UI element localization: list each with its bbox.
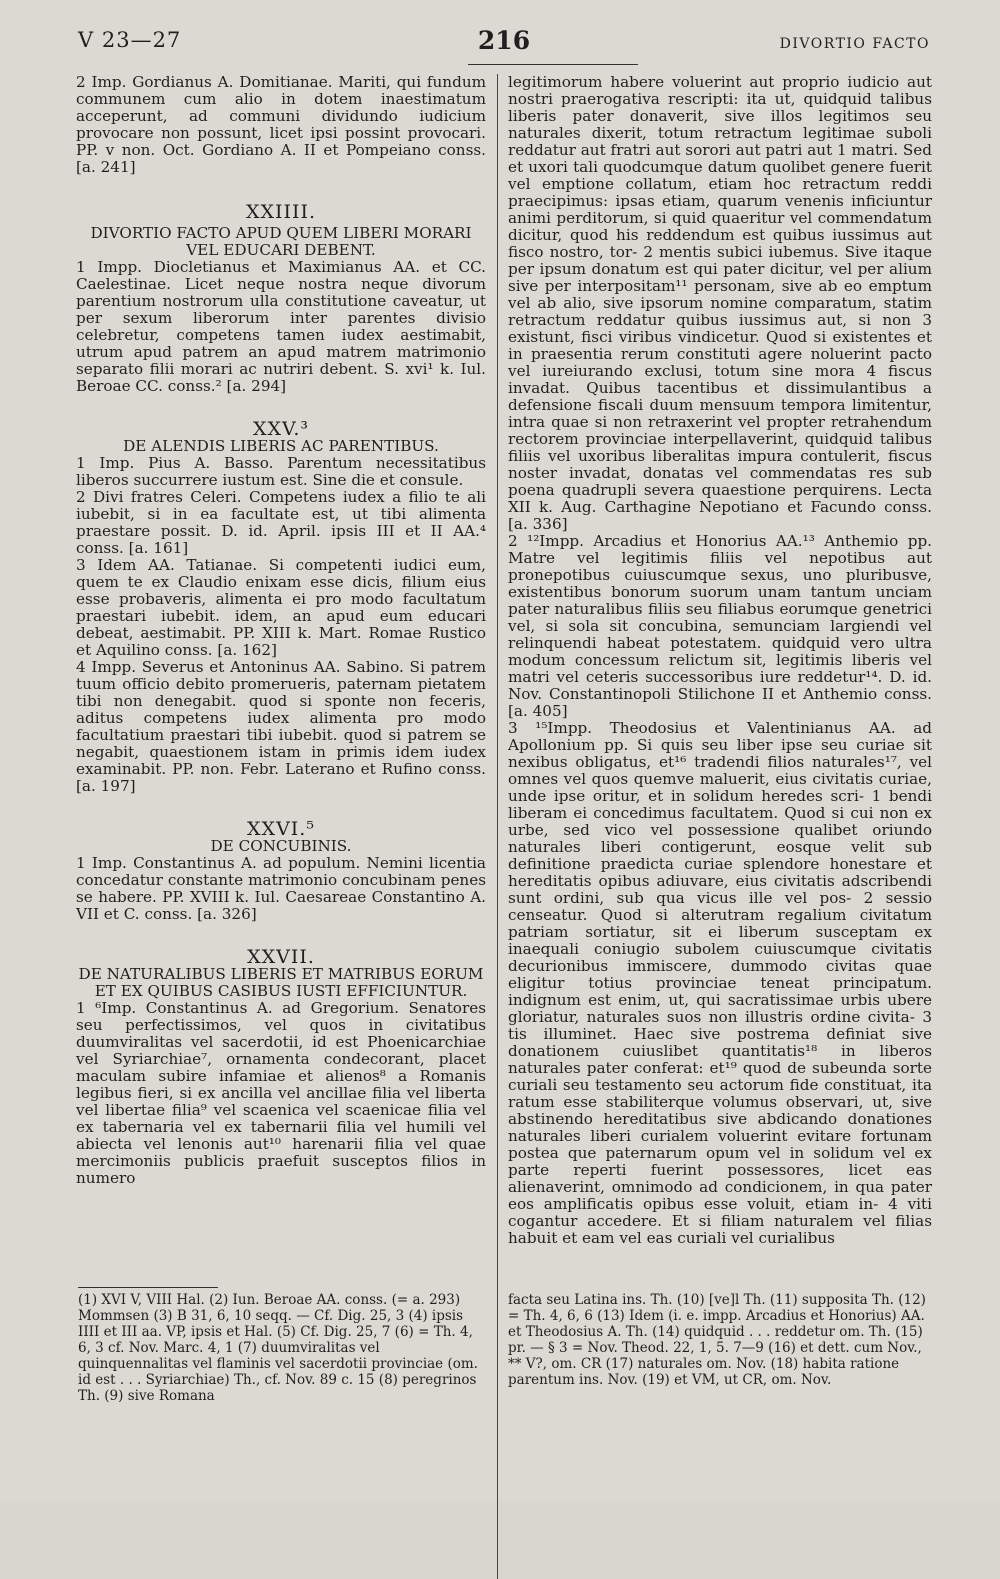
section-title: DE NATURALIBUS LIBERIS ET MATRIBUS EORUM ET EX QUIBUS CASIBUS IUSTI EFFICIUNTUR. xyxy=(78,965,484,1000)
title-number: XXIIII. xyxy=(245,201,317,223)
column-divider xyxy=(497,74,498,1579)
footnotes-left: (1) XVI V, VIII Hal. (2) Iun. Beroae AA. conss. (= a. 293) Mommsen (3) B 31, 6, 10 seqq. — Cf. Dig. 25, 3 (4) ipsis IIII et III aa. VP, ipsis et Hal. (5) Cf. Dig. 25, 7 (6) = Th. 4, 6, 3 cf. Nov. Marc. 4, 1 (7) duumviralitas vel quinquennalitas vel flaminis vel sacerdotii provinciae (om. id est . . . Syriarchiae) Th., cf. Nov. 89 c. 15 (8) peregrinos Th. (9) sive Romana xyxy=(78,1292,478,1404)
running-head-left: V 23—27 xyxy=(78,28,182,52)
footnote-rule xyxy=(78,1287,218,1288)
title-number: XXV.³ xyxy=(252,418,310,440)
paragraph: 3 ¹⁵Impp. Theodosius et Valentinianus AA. ad Apollonium pp. Si quis seu liber ipse seu curiae sit nexibus obligatus, et¹⁶ tradendi filios naturales¹⁷, vel omnes vel quos quemve maluerit, eius civitatis curiae, unde ipse oritur, et in solidum heredes scri- 1 bendi liberam ei concedimus facultatem. Quod si cui non ex urbe, sed vico vel possessione qualibet oriundo naturales liberi contigerunt, eosque velit sub definitione praedicta curiae splendore honestare et hereditatis opibus adiuvare, eius civitatis adscribendi sunt ordini, sub qua vicus ille vel pos- 2 sessio censeatur. Quod si alterutram regalium civitatum patriam sortiatur, sit ei liberum susceptam ex inaequali coniugio subolem cuiuscumque civitatis decurionibus immiscere, dummodo civitas quae eligitur totius provinciae teneat principatum. indignum est enim, ut, qui sacratissimae urbis ubere gloriatur, naturales suos non illustris ordine civita- 3 tis illuminet. Haec sive postrema definiat sive donationem cuiuslibet quantitatis¹⁸ in liberos naturales pater conferat: et¹⁹ quod de subeunda sorte curiali seu testamento seu actorum fide constituat, ita ratum esse stabiliterque volumus observari, ut, sive abstinendo hereditatibus sive abdicando donationes naturales liberi curialem voluerint evitare fortunam postea que paternarum opum vel in solidum vel ex parte reperti fuerint possessores, licet eas alienaverint, omnimodo ad condicionem, in qua pater eos amplificatis opibus esse voluit, etiam in- 4 viti cogantur accedere. Et si filiam naturalem vel filias habuit et eam vel eas curiali vel curialibus xyxy=(508,719,932,1247)
right-column xyxy=(508,74,932,1247)
paragraph: 1 Imp. Constantinus A. ad populum. Nemini licentia concedatur constante matrimonio concubinam penes se habere. PP. XVIII k. Iul. Caesareae Constantino A. VII et C. conss. [a. 326] xyxy=(76,854,486,923)
title-number: XXVI.⁵ xyxy=(247,818,315,840)
running-head-right: DIVORTIO FACTO xyxy=(779,36,930,52)
paragraph: 1 Impp. Diocletianus et Maximianus AA. et CC. Caelestinae. Licet neque nostra neque divorum parentium nostrorum ulla constitutione caveatur, ut per sexum liberorum inter parentes divisio celebretur, competens tamen iudex aestimabit, utrum apud patrem an apud matrem matrimonio separato filii morari ac nutriri debent. S. xvi¹ k. Iul. Beroae CC. conss.² [a. 294] xyxy=(76,258,486,395)
footnotes-right: facta seu Latina ins. Th. (10) [ve]l Th. (11) supposita Th. (12) = Th. 4, 6, 6 (13) Idem (i. e. impp. Arcadius et Honorius) AA. et Theodosius A. Th. (14) quidquid . . . reddetur om. Th. (15) pr. — § 3 = Nov. Theod. 22, 1, 5. 7—9 (16) et dett. cum Nov., ** V?, om. CR (17) naturales om. Nov. (18) habita ratione parentum ins. Nov. (19) et VM, ut CR, om. Nov. xyxy=(508,1292,926,1388)
title-number: XXVII. xyxy=(247,946,315,968)
paragraph: 1 Imp. Pius A. Basso. Parentum necessitatibus liberos succurrere iustum est. Sine die et consule. xyxy=(76,454,486,489)
paragraph: 2 Imp. Gordianus A. Domitianae. Mariti, qui fundum communem cum alio in dotem inaestimatum acceperunt, ad communi dividundo iudicium provocare non possunt, licet ipsi possint provocari. PP. v non. Oct. Gordiano A. II et Pompeiano conss. [a. 241] xyxy=(76,73,486,176)
section-title: DIVORTIO FACTO APUD QUEM LIBERI MORARI VEL EDUCARI DEBENT. xyxy=(90,224,472,259)
page-number: 216 xyxy=(477,26,531,55)
paragraph: 4 Impp. Severus et Antoninus AA. Sabino. Si patrem tuum officio debito promerueris, paternam pietatem tibi non denegabit. quod si sponte non feceris, aditus competens iudex alimenta pro modo facultatium praestari tibi iubebit. quod si patrem se negabit, quaestionem istam in primis idem iudex examinabit. PP. non. Febr. Laterano et Rufino conss. [a. 197] xyxy=(76,658,486,795)
paragraph: 2 ¹²Impp. Arcadius et Honorius AA.¹³ Anthemio pp. Matre vel legitimis filiis vel nepotibus aut pronepotibus cuiuscumque sexus, uno pluribusve, existentibus bonorum suorum unam tantum unciam pater naturalibus filiis seu filiabus eorumque genetrici vel, si sola sit concubina, semunciam largiendi vel relinquendi habeat potestatem. quidquid vero ultra modum concessum relictum sit, legitimis liberis vel matri vel ceteris successoribus iure reddetur¹⁴. D. id. Nov. Constantinopoli Stilichone II et Anthemio conss. [a. 405] xyxy=(508,532,932,720)
header-rule xyxy=(468,64,638,65)
paragraph: 3 Idem AA. Tatianae. Si competenti iudici eum, quem te ex Claudio enixam esse dicis, filium eius esse probaveris, alimenta ei pro modo facultatum praestari iubebit. idem, an apud eum educari debeat, aestimabit. PP. XIII k. Mart. Romae Rustico et Aquilino conss. [a. 162] xyxy=(76,556,486,659)
section-title: DE ALENDIS LIBERIS AC PARENTIBUS. xyxy=(123,437,439,455)
paragraph: 2 Divi fratres Celeri. Competens iudex a filio te ali iubebit, si in ea facultate est, ut tibi alimenta praestare possit. D. id. April. ipsis III et II AA.⁴ conss. [a. 161] xyxy=(76,488,486,557)
paragraph: 1 ⁶Imp. Constantinus A. ad Gregorium. Senatores seu perfectissimos, vel quos in civitatibus duumviralitas vel sacerdotii, id est Phoenicarchiae vel Syriarchiae⁷, ornamenta condecorant, placet maculam subire infamiae et alienos⁸ a Romanis legibus fieri, si ex ancilla vel ancillae filia vel liberta vel libertae filia⁹ vel scaenica vel scaenicae filia vel ex tabernaria vel ex tabernarii filia vel humili vel abiecta vel lenonis aut¹⁰ harenarii filia vel quae mercimoniis publicis praefuit susceptos filios in numero xyxy=(76,999,486,1187)
left-column xyxy=(76,74,486,1187)
paragraph: legitimorum habere voluerint aut proprio iudicio aut nostri praerogativa rescripti: ita ut, quidquid talibus liberis pater donaverit, sive illos legitimos seu naturales dixerit, totum retractum legitimae suboli reddatur aut fratri aut sorori aut patri aut 1 matri. Sed et uxori tali quodcumque datum quolibet genere fuerit vel emptione collatum, etiam hoc retractum reddi praecipimus: ipsas etiam, quarum venenis inficiuntur animi perditorum, si quid quaeritur vel commendatum dicitur, quod his reddendum est quibus iussimus aut fisco nostro, tor- 2 mentis subici iubemus. Sive itaque per ipsum donatum est qui pater dicitur, vel per alium sive per interpositam¹¹ personam, sive ab eo emptum vel ab alio, sive ipsorum nomine comparatum, statim retractum reddatur quibus iussimus aut, si non 3 existunt, fisci viribus vindicetur. Quod si existentes et in praesentia rerum constituti agere noluerint pacto vel iureiurando exclusi, totum sine mora 4 fiscus invadat. Quibus tacentibus et dissimulantibus a defensione fiscali duum mensuum tempora limitentur, intra quae si non retraxerint vel propter retrahendum rectorem provinciae interpellaverint, quidquid talibus filiis vel uxoribus liberalitas impura contulerit, fiscus noster invadat, donatas vel commendatas res sub poena quadrupli severa quaestione perquirens. Lecta XII k. Aug. Carthagine Nepotiano et Facundo conss. [a. 336] xyxy=(508,73,932,533)
section-title: DE CONCUBINIS. xyxy=(210,837,352,855)
page-header xyxy=(78,22,930,66)
